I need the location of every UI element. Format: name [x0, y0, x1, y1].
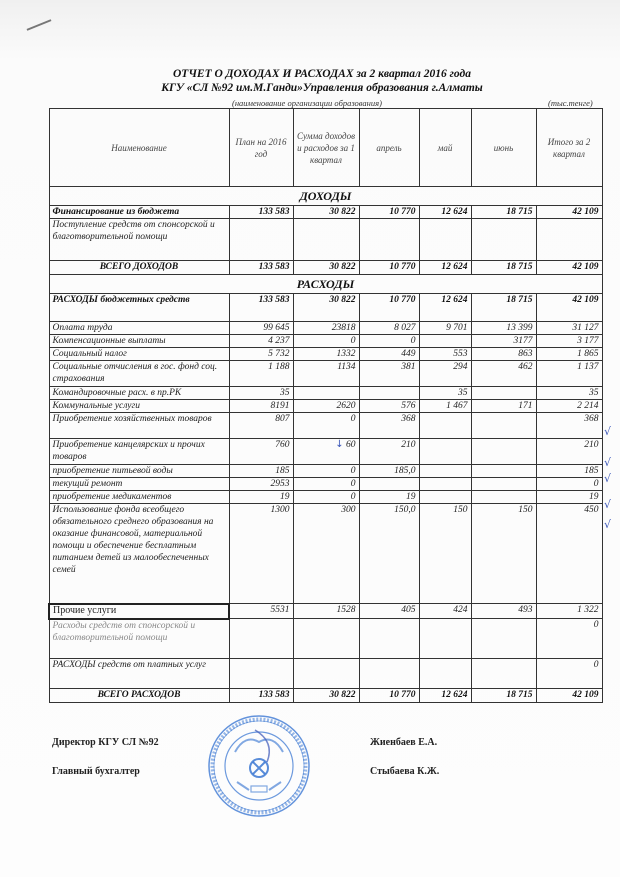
cell-april: 10 770 [359, 689, 419, 703]
check-mark-icon: √ [604, 498, 612, 511]
table-row [49, 206, 602, 219]
cell-plan: 133 583 [229, 294, 293, 322]
cell-q1: 0 [293, 413, 359, 439]
check-mark-icon: √ [604, 456, 612, 469]
cell-may [419, 439, 471, 465]
table-row [49, 322, 602, 335]
cell-june [471, 387, 536, 400]
cell-q1: 1528 [293, 604, 359, 619]
table-row [49, 400, 602, 413]
units-label: (тыс.тенге) [548, 98, 593, 108]
row-name: Оплата труда [49, 322, 229, 335]
cell-q2-total: 19 [536, 491, 602, 504]
cell-may [419, 619, 471, 659]
cell-q1-value: 60 [346, 440, 356, 450]
cell-may [419, 465, 471, 478]
official-stamp-icon [205, 712, 313, 820]
cell-plan: 1 188 [229, 361, 293, 387]
cell-june [471, 491, 536, 504]
cell-may: 12 624 [419, 206, 471, 219]
cell-june [471, 219, 536, 261]
table-row [49, 604, 602, 619]
cell-may [419, 659, 471, 689]
header-row [49, 109, 602, 187]
table-row [49, 478, 602, 491]
table-row [49, 439, 602, 465]
cell-plan: 4 237 [229, 335, 293, 348]
cell-plan: 760 [229, 439, 293, 465]
cell-june [471, 439, 536, 465]
cell-may: 12 624 [419, 294, 471, 322]
cell-june: 462 [471, 361, 536, 387]
cell-april: 10 770 [359, 261, 419, 275]
cell-q1 [293, 387, 359, 400]
table-row [49, 659, 602, 689]
header-q1: Сумма доходов и расходов за 1 квартал [293, 109, 359, 187]
cell-plan: 133 583 [229, 206, 293, 219]
cell-april: 368 [359, 413, 419, 439]
cell-q1: 2620 [293, 400, 359, 413]
cell-q2-total: 2 214 [536, 400, 602, 413]
organization-caption: (наименование организации образования) [232, 98, 382, 108]
cell-may [419, 478, 471, 491]
row-name: приобретение медикаментов [49, 491, 229, 504]
table-row [49, 348, 602, 361]
cell-plan: 5531 [229, 604, 293, 619]
cell-q2-total: 185 [536, 465, 602, 478]
row-name: Поступление средств от спонсорской и благотворительной помощи [49, 219, 229, 261]
cell-may [419, 413, 471, 439]
cell-april: 210 [359, 439, 419, 465]
table-row [49, 619, 602, 659]
header-plan: План на 2016 год [229, 109, 293, 187]
expense-section-title: РАСХОДЫ [49, 275, 602, 294]
cell-june: 18 715 [471, 206, 536, 219]
cell-april [359, 619, 419, 659]
cell-plan: 99 645 [229, 322, 293, 335]
cell-june [471, 465, 536, 478]
cell-q2-total: 42 109 [536, 689, 602, 703]
cell-q1: 0 [293, 335, 359, 348]
cell-may: 9 701 [419, 322, 471, 335]
cell-q1: 1332 [293, 348, 359, 361]
cell-april [359, 219, 419, 261]
cell-q2-total: 1 865 [536, 348, 602, 361]
cell-q1: 23818 [293, 322, 359, 335]
cell-q2-total: 42 109 [536, 261, 602, 275]
row-name: Расходы средств от спонсорской и благотворительной помощи [49, 619, 229, 659]
cell-plan: 185 [229, 465, 293, 478]
cell-june: 18 715 [471, 294, 536, 322]
cell-q2-total [536, 219, 602, 261]
cell-june: 13 399 [471, 322, 536, 335]
cell-q1: 0 [293, 491, 359, 504]
cell-april [359, 659, 419, 689]
cell-q1 [293, 439, 359, 465]
cell-april: 576 [359, 400, 419, 413]
row-name: ВСЕГО РАСХОДОВ [49, 689, 229, 703]
cell-may: 12 624 [419, 261, 471, 275]
cell-plan [229, 219, 293, 261]
cell-may: 35 [419, 387, 471, 400]
cell-plan [229, 619, 293, 659]
row-name: текущий ремонт [49, 478, 229, 491]
row-name: Компенсационные выплаты [49, 335, 229, 348]
income-section-row [49, 187, 602, 206]
cell-plan: 1300 [229, 504, 293, 604]
arrow-mark: ↓ [335, 439, 344, 450]
table-row [49, 219, 602, 261]
cell-april [359, 478, 419, 491]
cell-june [471, 619, 536, 659]
header-may: май [419, 109, 471, 187]
income-section-title: ДОХОДЫ [49, 187, 602, 206]
row-name: Командировочные расх. в пр.РК [49, 387, 229, 400]
cell-plan: 133 583 [229, 261, 293, 275]
cell-june: 863 [471, 348, 536, 361]
cell-june: 18 715 [471, 261, 536, 275]
row-name: Использование фонда всеобщего обязательного среднего образования на оказание финансовой, материальной помощи и обеспечение бесплатным питанием детей из малообеспеченных семей [49, 504, 229, 604]
cell-june: 171 [471, 400, 536, 413]
cell-q2-total: 368 [536, 413, 602, 439]
cell-q1: 30 822 [293, 206, 359, 219]
cell-q2-total: 1 137 [536, 361, 602, 387]
header-april: апрель [359, 109, 419, 187]
table-row [49, 387, 602, 400]
cell-april [359, 387, 419, 400]
cell-plan [229, 659, 293, 689]
cell-june [471, 413, 536, 439]
cell-plan: 8191 [229, 400, 293, 413]
row-name: Социальный налог [49, 348, 229, 361]
cell-june: 3177 [471, 335, 536, 348]
cell-q1 [293, 659, 359, 689]
check-mark-icon: √ [604, 425, 612, 438]
check-mark-icon: √ [604, 518, 612, 531]
cell-may: 553 [419, 348, 471, 361]
cell-plan: 2953 [229, 478, 293, 491]
cell-q1: 30 822 [293, 294, 359, 322]
cell-june [471, 478, 536, 491]
cell-q2-total: 210 [536, 439, 602, 465]
cell-q2-total: 35 [536, 387, 602, 400]
row-name: Прочие услуги [49, 604, 229, 619]
income-total-row [49, 261, 602, 275]
cell-april: 8 027 [359, 322, 419, 335]
cell-q1: 30 822 [293, 689, 359, 703]
cell-q1 [293, 619, 359, 659]
cell-may: 294 [419, 361, 471, 387]
cell-q2-total: 0 [536, 619, 602, 659]
cell-april: 19 [359, 491, 419, 504]
organization-name: КГУ «СЛ №92 им.М.Ганди»Управления образования г.Алматы [161, 82, 483, 94]
cell-april: 381 [359, 361, 419, 387]
row-name: Социальные отчисления в гос. фонд соц. страхования [49, 361, 229, 387]
cell-plan: 35 [229, 387, 293, 400]
row-name: Финансирование из бюджета [49, 206, 229, 219]
expense-total-row [49, 689, 602, 703]
cell-q1: 1134 [293, 361, 359, 387]
cell-q2-total: 0 [536, 478, 602, 491]
table-row [49, 294, 602, 322]
cell-may: 424 [419, 604, 471, 619]
cell-q1 [293, 219, 359, 261]
table-row [49, 504, 602, 604]
cell-may: 1 467 [419, 400, 471, 413]
accountant-title: Главный бухгалтер [52, 766, 140, 777]
cell-q1: 0 [293, 478, 359, 491]
cell-q2-total: 0 [536, 659, 602, 689]
row-name: РАСХОДЫ бюджетных средств [49, 294, 229, 322]
row-name: Приобретение хозяйственных товаров [49, 413, 229, 439]
cell-plan: 5 732 [229, 348, 293, 361]
cell-april: 10 770 [359, 206, 419, 219]
cell-may: 150 [419, 504, 471, 604]
header-q2-total: Итого за 2 квартал [536, 109, 602, 187]
cell-may: 12 624 [419, 689, 471, 703]
cell-may [419, 335, 471, 348]
cell-plan: 133 583 [229, 689, 293, 703]
cell-q2-total: 42 109 [536, 206, 602, 219]
director-title: Директор КГУ СЛ №92 [52, 737, 159, 748]
cell-q2-total: 3 177 [536, 335, 602, 348]
row-name: ВСЕГО ДОХОДОВ [49, 261, 229, 275]
row-name: приобретение питьевой воды [49, 465, 229, 478]
cell-q2-total: 31 127 [536, 322, 602, 335]
cell-q2-total: 450 [536, 504, 602, 604]
cell-april: 185,0 [359, 465, 419, 478]
header-june: июнь [471, 109, 536, 187]
table-row [49, 361, 602, 387]
table-row [49, 413, 602, 439]
cell-june: 493 [471, 604, 536, 619]
cell-april: 0 [359, 335, 419, 348]
check-mark-icon: √ [604, 472, 612, 485]
table-row [49, 335, 602, 348]
cell-june [471, 659, 536, 689]
row-name: Приобретение канцелярских и прочих товаров [49, 439, 229, 465]
expense-section-row [49, 275, 602, 294]
cell-q2-total: 1 322 [536, 604, 602, 619]
cell-q2-total: 42 109 [536, 294, 602, 322]
cell-plan: 807 [229, 413, 293, 439]
cell-april: 150,0 [359, 504, 419, 604]
accountant-name: Стыбаева К.Ж. [370, 766, 440, 777]
cell-may [419, 219, 471, 261]
income-expense-table [48, 108, 603, 703]
report-title: ОТЧЕТ О ДОХОДАХ И РАСХОДАХ за 2 квартал 2016 года [173, 68, 471, 80]
cell-april: 10 770 [359, 294, 419, 322]
row-name: РАСХОДЫ средств от платных услуг [49, 659, 229, 689]
cell-april: 405 [359, 604, 419, 619]
cell-june: 18 715 [471, 689, 536, 703]
table-row [49, 465, 602, 478]
director-name: Жиенбаев Е.А. [370, 737, 438, 748]
row-name: Коммунальные услуги [49, 400, 229, 413]
header-name: Наименование [49, 109, 229, 187]
cell-q1: 0 [293, 465, 359, 478]
cell-plan: 19 [229, 491, 293, 504]
cell-june: 150 [471, 504, 536, 604]
cell-q1: 30 822 [293, 261, 359, 275]
table-row [49, 491, 602, 504]
cell-april: 449 [359, 348, 419, 361]
cell-may [419, 491, 471, 504]
cell-q1: 300 [293, 504, 359, 604]
